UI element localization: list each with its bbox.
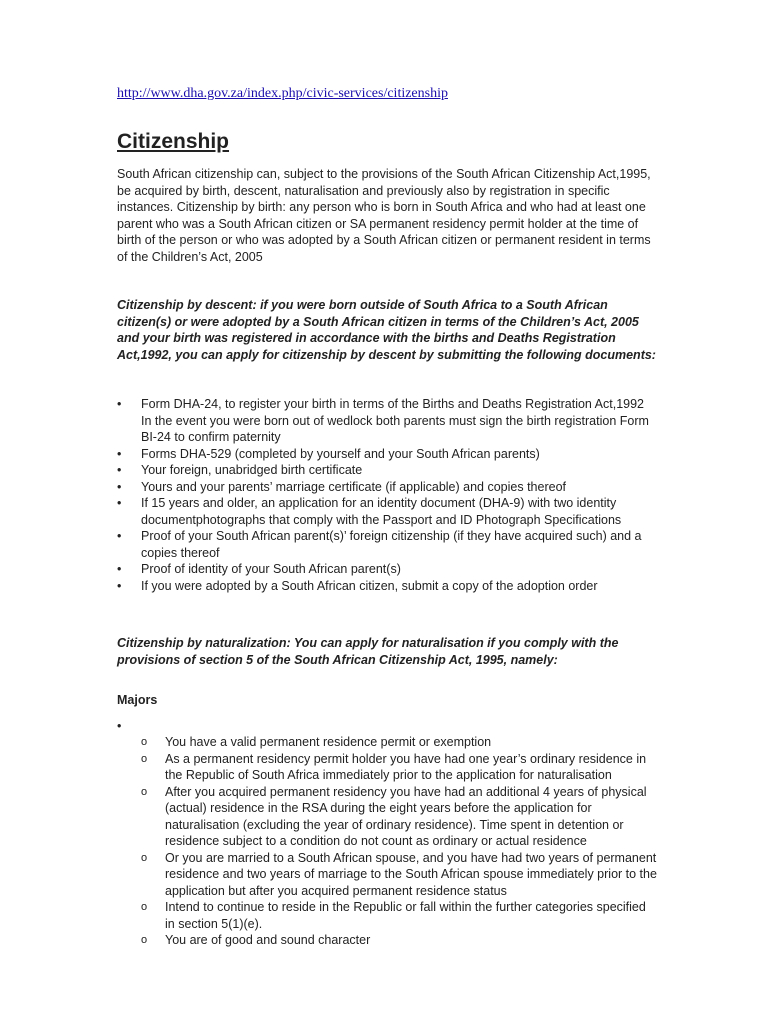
list-item-text: As a permanent residency permit holder you have had one year’s ordinary residence in the Republic of South Africa immediately prior to the application for naturalisation <box>165 751 647 782</box>
majors-label: Majors <box>117 693 158 707</box>
list-item-text: Intend to continue to reside in the Republic or fall within the further categories specified in section 5(1)(e). <box>165 900 646 931</box>
circle-bullet-icon: o <box>141 901 148 913</box>
bullet-icon: • <box>117 463 122 477</box>
list-item <box>117 561 657 578</box>
bullet-icon: • <box>117 529 122 543</box>
list-item-text: Or you are married to a South African spouse, and you have had two years of permanent residence and two years of marriage to the South African spouse immediately prior to the application but after you acquired permanent residence status <box>165 850 657 898</box>
list-item-text: Proof of your South African parent(s)’ foreign citizenship (if they have acquired such) and a copies thereof <box>141 529 642 560</box>
list-item-text: Form DHA-24, to register your birth in terms of the Births and Deaths Registration Act,1992 In the event you were born out of wedlock both parents must sign the birth registration Form BI-24 to confirm paternity <box>141 397 649 444</box>
bullet-icon: • <box>117 446 122 461</box>
list-item <box>117 899 657 932</box>
list-item <box>117 784 657 850</box>
bullet-icon: • <box>117 496 122 510</box>
list-item-text: If you were adopted by a South African citizen, submit a copy of the adoption order <box>141 578 598 593</box>
page-title: Citizenship <box>117 130 230 153</box>
list-item <box>117 578 657 595</box>
source-link[interactable]: http://www.dha.gov.za/index.php/civic-services/citizenship <box>117 86 448 101</box>
list-item <box>117 479 657 496</box>
bullet-icon: • <box>117 578 122 593</box>
list-item-text: Forms DHA-529 (completed by yourself and your South African parents) <box>141 446 540 461</box>
circle-bullet-icon: o <box>141 736 148 748</box>
list-item <box>117 932 657 949</box>
bullet-icon: • <box>117 397 122 411</box>
naturalization-heading: Citizenship by naturalization: You can apply for naturalisation if you comply with the provisions of section 5 of the South African Citizenship Act, 1995, namely: <box>117 636 619 667</box>
list-item-text: Yours and your parents’ marriage certificate (if applicable) and copies thereof <box>141 479 566 494</box>
circle-bullet-icon: o <box>141 785 148 798</box>
bullet-icon: • <box>117 479 122 494</box>
descent-documents-list <box>117 396 657 594</box>
list-item <box>117 396 657 446</box>
list-item <box>117 446 657 463</box>
list-item-text: You have a valid permanent residence permit or exemption <box>165 735 492 749</box>
bullet-icon: • <box>117 562 122 576</box>
intro-paragraph: South African citizenship can, subject to the provisions of the South African Citizenship Act,1995, be acquired by birth, descent, naturalisation and previously also by registration in specific instances. Citizenship by birth: any person who is born in South Africa and who had at least one parent who was a South African citizen or SA permanent residency permit holder at the time of birth of the person or who was adopted by a South African citizen or permanent resident in terms of the Children’s Act, 2005 <box>117 167 651 264</box>
list-item <box>117 462 657 479</box>
list-item <box>117 495 657 528</box>
list-item-text: You are of good and sound character <box>165 933 371 947</box>
bullet-icon: • <box>117 719 122 733</box>
list-item <box>117 528 657 561</box>
list-item-text: Your foreign, unabridged birth certificate <box>141 463 363 477</box>
circle-bullet-icon: o <box>141 934 148 946</box>
naturalization-requirements-list <box>117 734 657 949</box>
circle-bullet-icon: o <box>141 752 148 765</box>
list-item-text: After you acquired permanent residency you have had an additional 4 years of physical (actual) residence in the RSA during the eight years before the application for naturalisation (excluding the year of ordinary residence). Time spent in detention or residence subject to a condition do not count as ordinary or actual residence <box>165 784 647 848</box>
list-item-text: Proof of identity of your South African parent(s) <box>141 562 401 576</box>
list-item-text: If 15 years and older, an application for an identity document (DHA-9) with two identity documentphotographs that comply with the Passport and ID Photograph Specifications <box>141 496 622 527</box>
descent-heading: Citizenship by descent: if you were born outside of South Africa to a South African citizen(s) or were adopted by a South African citizen in terms of the Children’s Act, 2005 and your birth was registered in accordance with the births and Deaths Registration Act,1992, you can apply for citizenship by descent by submitting the following documents: <box>117 298 656 362</box>
list-item <box>117 850 657 900</box>
list-item <box>117 734 657 751</box>
circle-bullet-icon: o <box>141 851 148 864</box>
list-item <box>117 751 657 784</box>
